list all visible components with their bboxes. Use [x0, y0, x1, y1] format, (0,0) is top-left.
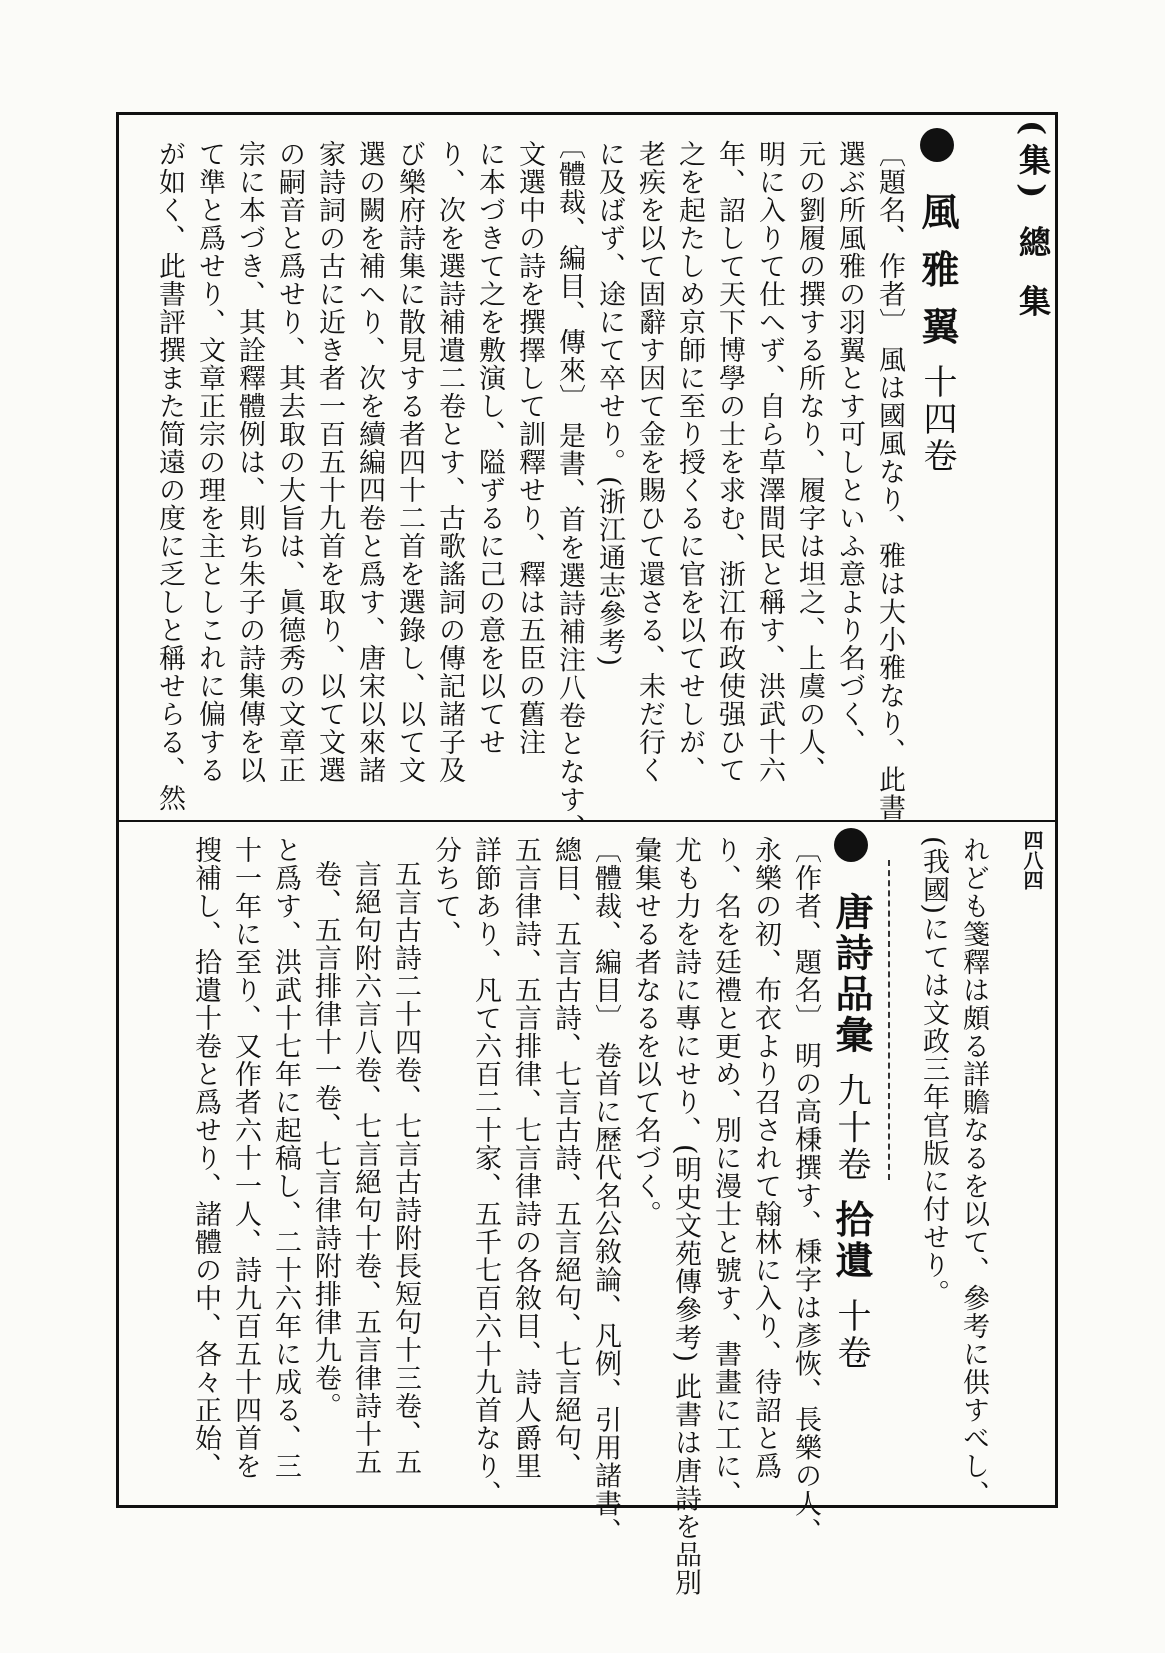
lower-col-12: 言絕句附六言八卷、七言絕句十卷、五言律詩十五 — [350, 860, 381, 1476]
lower-col-13: 卷、五言排律十一卷、七言律詩附排律九卷。 — [310, 860, 341, 1420]
lower-col-8: 五言律詩、五言排律、七言律詩の各敘目、詩人爵里 — [510, 836, 541, 1480]
lower-supplement-title: 拾遺 — [829, 1199, 874, 1282]
lower-title: 唐詩品彙 — [829, 892, 874, 1057]
circle-marker-icon — [920, 128, 954, 162]
page-number: 四八四 — [1020, 830, 1044, 890]
upper-col-7: 老疾を以て固辭す因て金を賜ひて還さる、未だ行く — [634, 140, 665, 784]
upper-title: 風 雅 翼 — [915, 192, 960, 348]
lower-col-16: 搜補し、拾遺十卷と爲せり、諸體の中、各々正始、 — [190, 836, 221, 1480]
upper-col-9: 〔體裁、編目、傳來〕 是書、首を選詩補注八卷となす、 — [554, 132, 585, 842]
upper-col-4: 明に入りて仕へず、自ら草澤間民と稱す、洪武十六 — [754, 140, 785, 784]
lower-col-9: 詳節あり、凡て六百二十家、五千七百六十九首なり、 — [470, 836, 501, 1508]
upper-col-6: 之を起たしめ京師に至り授くるに官を以てせしが、 — [674, 140, 705, 784]
lower-col-6: 〔體裁、編目〕 卷首に歷代名公敘論、凡例、引用諸書、 — [590, 836, 621, 1546]
upper-col-13: び樂府詩集に散見する者四十二首を選錄し、以て文 — [394, 140, 425, 784]
circle-marker-icon — [834, 828, 868, 862]
lower-col-7: 總目、五言古詩、七言古詩、五言絕句、七言絕句、 — [550, 836, 581, 1480]
running-header: (集) 總 集 — [1014, 120, 1052, 325]
lower-col-3: り、名を廷禮と更め、別に漫士と號す、書畫に工に、 — [710, 836, 741, 1508]
lower-carry-1: れども箋釋は頗る詳贍なるを以て、參考に供すべし、 — [958, 836, 989, 1508]
lower-volume-count: 九十卷 — [831, 1072, 871, 1184]
lower-col-1: 〔作者、題名〕 明の高棅撰す、棅字は彥恢、長樂の人、 — [790, 836, 821, 1546]
lower-col-15: 十一年に至り、又作者六十一人、詩九百五十四首を — [230, 836, 261, 1480]
lower-col-4: 尤も力を詩に專にせり、(明史文苑傳參考) 此書は唐詩を品別 — [670, 836, 701, 1597]
section-divider — [116, 820, 1058, 822]
upper-volume-count: 十四卷 — [917, 363, 957, 475]
upper-col-15: 家詩詞の古に近き者一百五十九首を取り、以て文選 — [314, 140, 345, 784]
lower-col-5: 彙集せる者なるを以て名づく。 — [630, 836, 661, 1228]
upper-col-1: 〔題名、作者〕 風は國風なり、雅は大小雅なり、此書 — [874, 140, 905, 822]
lower-carry-2: (我國)にては文政三年官版に付せり。 — [918, 836, 949, 1308]
upper-col-19: が如く、此書評撰また简遠の度に乏しと稱せらる、然 — [154, 140, 185, 812]
upper-col-10: 文選中の詩を撰擇して訓釋せり、釋は五臣の舊注 — [514, 140, 545, 756]
upper-col-16: の嗣音と爲せり、其去取の大旨は、眞德秀の文章正 — [274, 140, 305, 784]
upper-col-8: に及ばず、途にて卒せり。(浙江通志參考) — [594, 140, 625, 668]
lower-col-14: と爲す、洪武十七年に起稿し、二十六年に成る、三 — [270, 836, 301, 1480]
upper-heading — [915, 128, 960, 475]
upper-col-17: 宗に本づき、其詮釋體例は、則ち朱子の詩集傳を以 — [234, 140, 265, 784]
upper-col-14: 選の闕を補へり、次を續編四卷と爲す、唐宋以來諸 — [354, 140, 385, 784]
lower-supplement-count: 十卷 — [831, 1297, 871, 1372]
upper-col-12: り、次を選詩補遺二卷とす、古歌謠詞の傳記諸子及 — [434, 140, 465, 784]
lower-col-10: 分ちて、 — [430, 836, 461, 948]
upper-col-11: に本づきて之を敷演し、隘ずるに己の意を以てせ — [474, 140, 505, 756]
lower-col-11: 五言古詩二十四卷、七言古詩附長短句十三卷、五 — [390, 860, 421, 1476]
dashed-rule — [888, 860, 890, 1180]
upper-col-5: 年、詔して天下博學の士を求む、浙江布政使强ひて — [714, 140, 745, 784]
upper-col-18: て準と爲せり、文章正宗の理を主としこれに偏する — [194, 140, 225, 784]
lower-col-2: 永樂の初、布衣より召されて翰林に入り、待詔と爲 — [750, 836, 781, 1480]
lower-heading — [829, 828, 874, 1372]
upper-col-3: 元の劉履の撰する所なり、履字は坦之、上虞の人、 — [794, 140, 825, 784]
upper-col-2: 選ぶ所風雅の羽翼とす可しといふ意より名づく、 — [834, 140, 865, 756]
